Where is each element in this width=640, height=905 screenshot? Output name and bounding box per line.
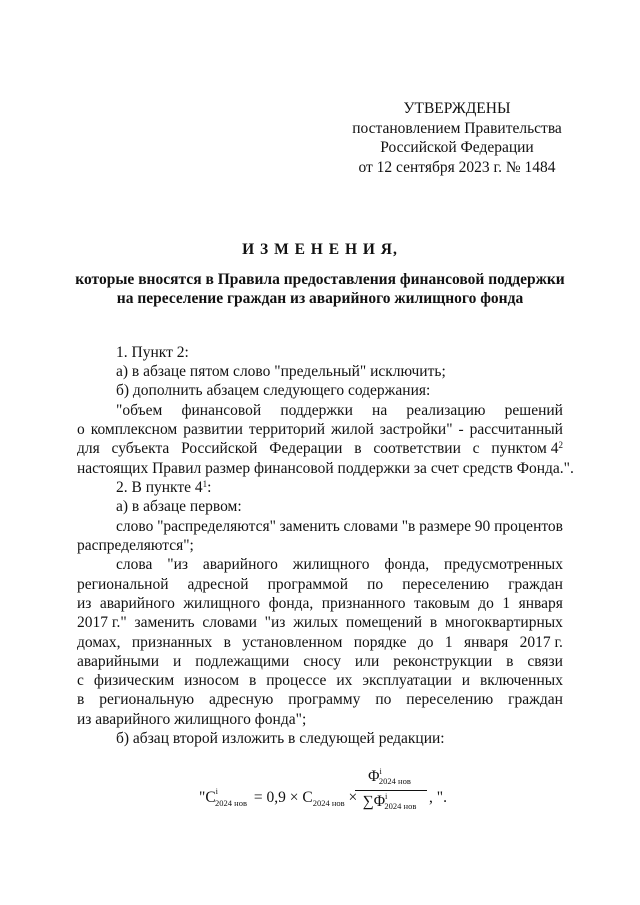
item-1a: а) в абзаце пятом слово "предельный" исключить; <box>116 363 446 380</box>
word: 1 <box>502 595 511 612</box>
formula-c-symbol: "C <box>199 789 216 806</box>
word: по <box>375 691 392 708</box>
item-2-tail: : <box>207 479 212 496</box>
word: или <box>354 653 380 670</box>
approval-line-3: Российской Федерации <box>380 139 534 156</box>
approval-block <box>338 99 576 177</box>
word: многоквартирных <box>444 614 563 631</box>
item-2a2-line-4 <box>77 614 563 632</box>
formula-denominator <box>355 793 427 812</box>
word: региональную <box>99 691 195 708</box>
formula-den-sub: 2024 нов <box>384 801 417 811</box>
word: "распределяются" <box>157 518 276 535</box>
word: в <box>223 634 231 651</box>
item-2a1-line-1 <box>116 518 563 536</box>
word: на <box>372 402 388 419</box>
word: о <box>77 421 85 438</box>
word: реконструкции <box>393 653 493 670</box>
word: 1 <box>444 634 453 651</box>
word: адресную <box>208 691 274 708</box>
word: граждан <box>508 691 563 708</box>
word: рассчитанный <box>469 421 563 438</box>
item-1b: б) дополнить абзацем следующего содержания: <box>116 382 431 399</box>
word: размере <box>419 518 471 535</box>
word: в <box>354 440 362 457</box>
formula-fraction <box>355 768 427 812</box>
formula-sub: 2024 нов <box>215 798 247 808</box>
word: развитии <box>183 421 243 438</box>
formula-sub-2: 2024 нов <box>312 798 345 808</box>
formula-times: × <box>348 789 358 806</box>
word: жилой <box>330 421 374 438</box>
word: января <box>518 595 563 612</box>
item-2a2-line-8 <box>77 691 563 709</box>
formula <box>199 768 459 828</box>
word: застройки" <box>379 421 453 438</box>
word: с <box>77 672 84 689</box>
word: региональной <box>77 576 169 593</box>
word: домах, <box>77 634 121 651</box>
approval-line-1: УТВЕРЖДЕНЫ <box>403 100 511 117</box>
word: заменить <box>279 518 340 535</box>
word: поддержки <box>280 402 353 419</box>
word: реализацию <box>406 402 486 419</box>
formula-den-sup: i <box>385 791 388 801</box>
word: признанного <box>321 595 406 612</box>
word: "объем <box>116 402 163 419</box>
item-2a: а) в абзаце первом: <box>116 498 242 515</box>
word: в <box>77 691 85 708</box>
formula-num-sub: 2024 нов <box>378 776 411 786</box>
quote1-line-3 <box>77 440 563 458</box>
word: комплексном <box>90 421 178 438</box>
word: процессе <box>266 672 327 689</box>
word: таковым <box>413 595 470 612</box>
word: "в <box>401 518 416 535</box>
word: включенных <box>479 672 563 689</box>
word: граждан <box>508 576 563 593</box>
item-1: 1. Пункт 2: <box>116 344 189 361</box>
word: по <box>367 576 384 593</box>
word: эксплуатации <box>362 672 452 689</box>
word: аварийного <box>202 556 278 573</box>
word: в <box>506 653 514 670</box>
word: жилищного <box>292 556 370 573</box>
word: жилищного <box>183 595 261 612</box>
formula-sum: ∑Φ <box>362 793 386 810</box>
formula-numerator <box>355 768 427 787</box>
word: связи <box>527 653 563 670</box>
quote1-line-2 <box>77 421 563 439</box>
document-subheading-2: на переселение граждан из аварийного жилищного фонда <box>116 290 524 307</box>
approval-line-2: постановлением Правительства <box>352 119 562 137</box>
item-2-sup: 1 <box>202 479 208 489</box>
word: финансовой <box>181 402 262 419</box>
item-2 <box>116 479 211 497</box>
word: фонда, <box>268 595 314 612</box>
word: слова <box>116 556 153 573</box>
word: и <box>461 672 471 689</box>
word: порядке <box>353 634 407 651</box>
word: пунктом $4^2$ <box>491 440 563 457</box>
word: заменить <box>134 614 195 631</box>
word: решений <box>504 402 563 419</box>
word: Российской <box>181 440 258 457</box>
word: аварийного <box>99 595 175 612</box>
word: января <box>463 634 509 651</box>
item-2b: б) абзац второй изложить в следующей редакции: <box>116 730 445 747</box>
word: физическим <box>93 672 175 689</box>
word: из <box>77 595 92 612</box>
quote1-line-4: настоящих Правил размер финансовой поддержки за счет средств Фонда.". <box>77 460 574 477</box>
formula-eq: = 0,9 × C <box>253 789 313 806</box>
item-2a2-line-5 <box>77 634 563 652</box>
word: сносу <box>303 653 341 670</box>
item-2a2-line-1 <box>116 556 563 574</box>
word: слово <box>116 518 154 535</box>
document-subheading-1: которые вносятся в Правила предоставления финансовой поддержки <box>75 271 565 288</box>
word: соответствии <box>373 440 461 457</box>
word: до <box>478 595 494 612</box>
item-2a1-line-2: распределяются"; <box>77 537 194 554</box>
quote1-line-1 <box>116 402 563 420</box>
formula-close: , ". <box>429 789 447 806</box>
word: "из <box>167 556 188 573</box>
formula-num-sup: i <box>379 766 382 776</box>
formula-left <box>199 786 358 808</box>
item-2-text: 2. В пункте 4 <box>116 479 203 496</box>
word: износом <box>184 672 240 689</box>
word: подлежащими <box>195 653 290 670</box>
word: и <box>172 653 182 670</box>
word: программой <box>267 576 349 593</box>
word: фонда, <box>384 556 430 573</box>
item-2a2-line-6 <box>77 653 563 671</box>
word: до <box>417 634 434 651</box>
word: признанных <box>131 634 213 651</box>
item-2a2-line-7 <box>77 672 563 690</box>
document-heading: И З М Е Н Е Н И Я, <box>242 241 398 258</box>
word: словами <box>202 614 257 631</box>
item-2a2-line-2 <box>77 576 563 594</box>
word: адресной <box>187 576 249 593</box>
word: Федерации <box>269 440 343 457</box>
word: помещений <box>345 614 423 631</box>
fraction-bar <box>355 790 427 791</box>
footnote-sup: 2 <box>558 440 563 450</box>
word: "из <box>264 614 286 631</box>
word: 2017 г. <box>519 634 563 651</box>
word: словами <box>343 518 398 535</box>
word: 2017 г." <box>77 614 127 631</box>
word: территорий <box>248 421 325 438</box>
word: 90 процентов <box>474 518 563 535</box>
word: в <box>429 614 438 631</box>
item-2a2-line-9: из аварийного жилищного фонда"; <box>77 711 307 728</box>
word: их <box>336 672 353 689</box>
word: установленном <box>242 634 343 651</box>
word: в <box>249 672 257 689</box>
item-2a2-line-3 <box>77 595 563 613</box>
word: для <box>77 440 100 457</box>
word: переселению <box>402 576 490 593</box>
word: переселению <box>406 691 494 708</box>
word: - <box>458 421 464 438</box>
word: с <box>472 440 480 457</box>
word: субъекта <box>111 440 170 457</box>
formula-sup-i: i <box>215 786 219 796</box>
word: предусмотренных <box>444 556 563 573</box>
word: жилых <box>293 614 339 631</box>
word: программу <box>288 691 361 708</box>
formula-phi: Φ <box>368 768 380 785</box>
approval-line-4: от 12 сентября 2023 г. № 1484 <box>358 158 556 176</box>
word: аварийными <box>77 653 160 670</box>
